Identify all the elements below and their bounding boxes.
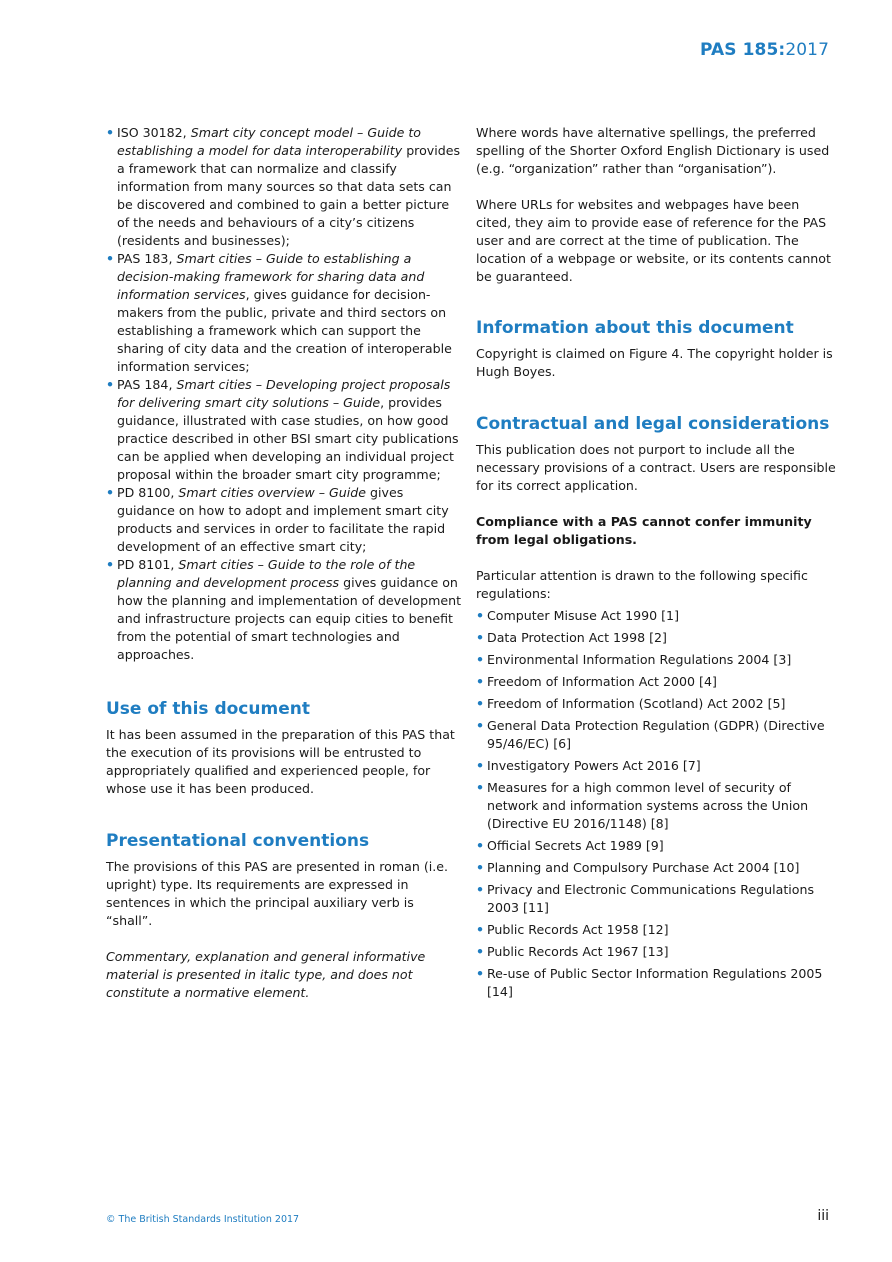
list-item: • Public Records Act 1958 [12] xyxy=(476,921,836,939)
use-of-document-text: It has been assumed in the preparation of this PAS that the execution of its provisions will be entrusted to appropriately qualified and experienced people, for whose use it has been produced. xyxy=(106,727,455,796)
list-item: • Data Protection Act 1998 [2] xyxy=(476,629,836,647)
list-item: • Privacy and Electronic Communications Regulations 2003 [11] xyxy=(476,881,836,917)
document-code-header xyxy=(700,40,829,60)
list-item: • Public Records Act 1967 [13] xyxy=(476,943,836,961)
list-item: • Re-use of Public Sector Information Regulations 2005 [14] xyxy=(476,965,836,1001)
document-code: PAS 185: xyxy=(700,40,786,60)
list-item: • PAS 184, Smart cities – Developing project proposals for delivering smart city solutions – Guide, provides guidance, illustrated with case studies, on how good practice described in other BSI smart city publications can be applied when developing an individual project proposal within the broader smart city programme; xyxy=(106,376,462,484)
list-item: • Freedom of Information (Scotland) Act 2002 [5] xyxy=(476,695,836,713)
presentational-conventions-italic-note: Commentary, explanation and general informative material is presented in italic type, and does not constitute a normative element. xyxy=(106,949,426,1000)
urls-paragraph: Where URLs for websites and webpages have been cited, they aim to provide ease of reference for the PAS user and are correct at the time of publication. The location of a webpage or website, or its contents cannot be guaranteed. xyxy=(476,197,831,284)
list-item: • PAS 183, Smart cities – Guide to establishing a decision-making framework for sharing data and information services, gives guidance for decision-makers from the public, private and third sectors on establishing a framework which can support the sharing of city data and the creation of interoperable information services; xyxy=(106,250,462,376)
list-item: • Official Secrets Act 1989 [9] xyxy=(476,837,836,855)
list-item: • ISO 30182, Smart city concept model – Guide to establishing a model for data interoperability provides a framework that can normalize and classify information from many sources so that data sets can be discovered and combined to gain a better picture of the needs and behaviours of a city’s citizens (residents and businesses); xyxy=(106,124,462,250)
list-item: • Computer Misuse Act 1990 [1] xyxy=(476,607,836,625)
information-text: Copyright is claimed on Figure 4. The copyright holder is Hugh Boyes. xyxy=(476,346,833,379)
left-column xyxy=(106,124,462,1002)
compliance-statement: Compliance with a PAS cannot confer immunity from legal obligations. xyxy=(476,514,812,547)
information-heading: Information about this document xyxy=(476,318,794,338)
legal-considerations-text: This publication does not purport to include all the necessary provisions of a contract. Users are responsible for its correct application. xyxy=(476,442,836,493)
copyright-footer: © The British Standards Institution 2017 xyxy=(106,1214,300,1225)
list-item: • Planning and Compulsory Purchase Act 2004 [10] xyxy=(476,859,836,877)
related-publications-list xyxy=(106,124,462,664)
list-item: • Measures for a high common level of security of network and information systems across the Union (Directive EU 2016/1148) [8] xyxy=(476,779,836,833)
use-of-document-heading: Use of this document xyxy=(106,699,310,719)
presentational-conventions-heading: Presentational conventions xyxy=(106,831,370,851)
regulations-intro: Particular attention is drawn to the following specific regulations: xyxy=(476,568,808,601)
list-item: • Investigatory Powers Act 2016 [7] xyxy=(476,757,836,775)
list-item: • PD 8100, Smart cities overview – Guide gives guidance on how to adopt and implement smart city products and services in order to facilitate the rapid development of an effective smart city; xyxy=(106,484,462,556)
presentational-conventions-text: The provisions of this PAS are presented in roman (i.e. upright) type. Its requirements are expressed in sentences in which the principal auxiliary verb is “shall”. xyxy=(106,859,449,928)
document-year: 2017 xyxy=(785,40,829,60)
page-number: iii xyxy=(817,1208,829,1224)
regulations-list xyxy=(476,607,836,1001)
list-item: • Freedom of Information Act 2000 [4] xyxy=(476,673,836,691)
list-item: • Environmental Information Regulations 2004 [3] xyxy=(476,651,836,669)
list-item: • PD 8101, Smart cities – Guide to the role of the planning and development process gives guidance on how the planning and implementation of development and infrastructure projects can equip cities to benefit from the potential of smart technologies and approaches. xyxy=(106,556,462,664)
list-item: • General Data Protection Regulation (GDPR) (Directive 95/46/EC) [6] xyxy=(476,717,836,753)
spelling-paragraph: Where words have alternative spellings, the preferred spelling of the Shorter Oxford English Dictionary is used (e.g. “organization” rather than “organisation”). xyxy=(476,125,830,176)
legal-considerations-heading: Contractual and legal considerations xyxy=(476,414,830,434)
right-column xyxy=(476,124,836,1005)
